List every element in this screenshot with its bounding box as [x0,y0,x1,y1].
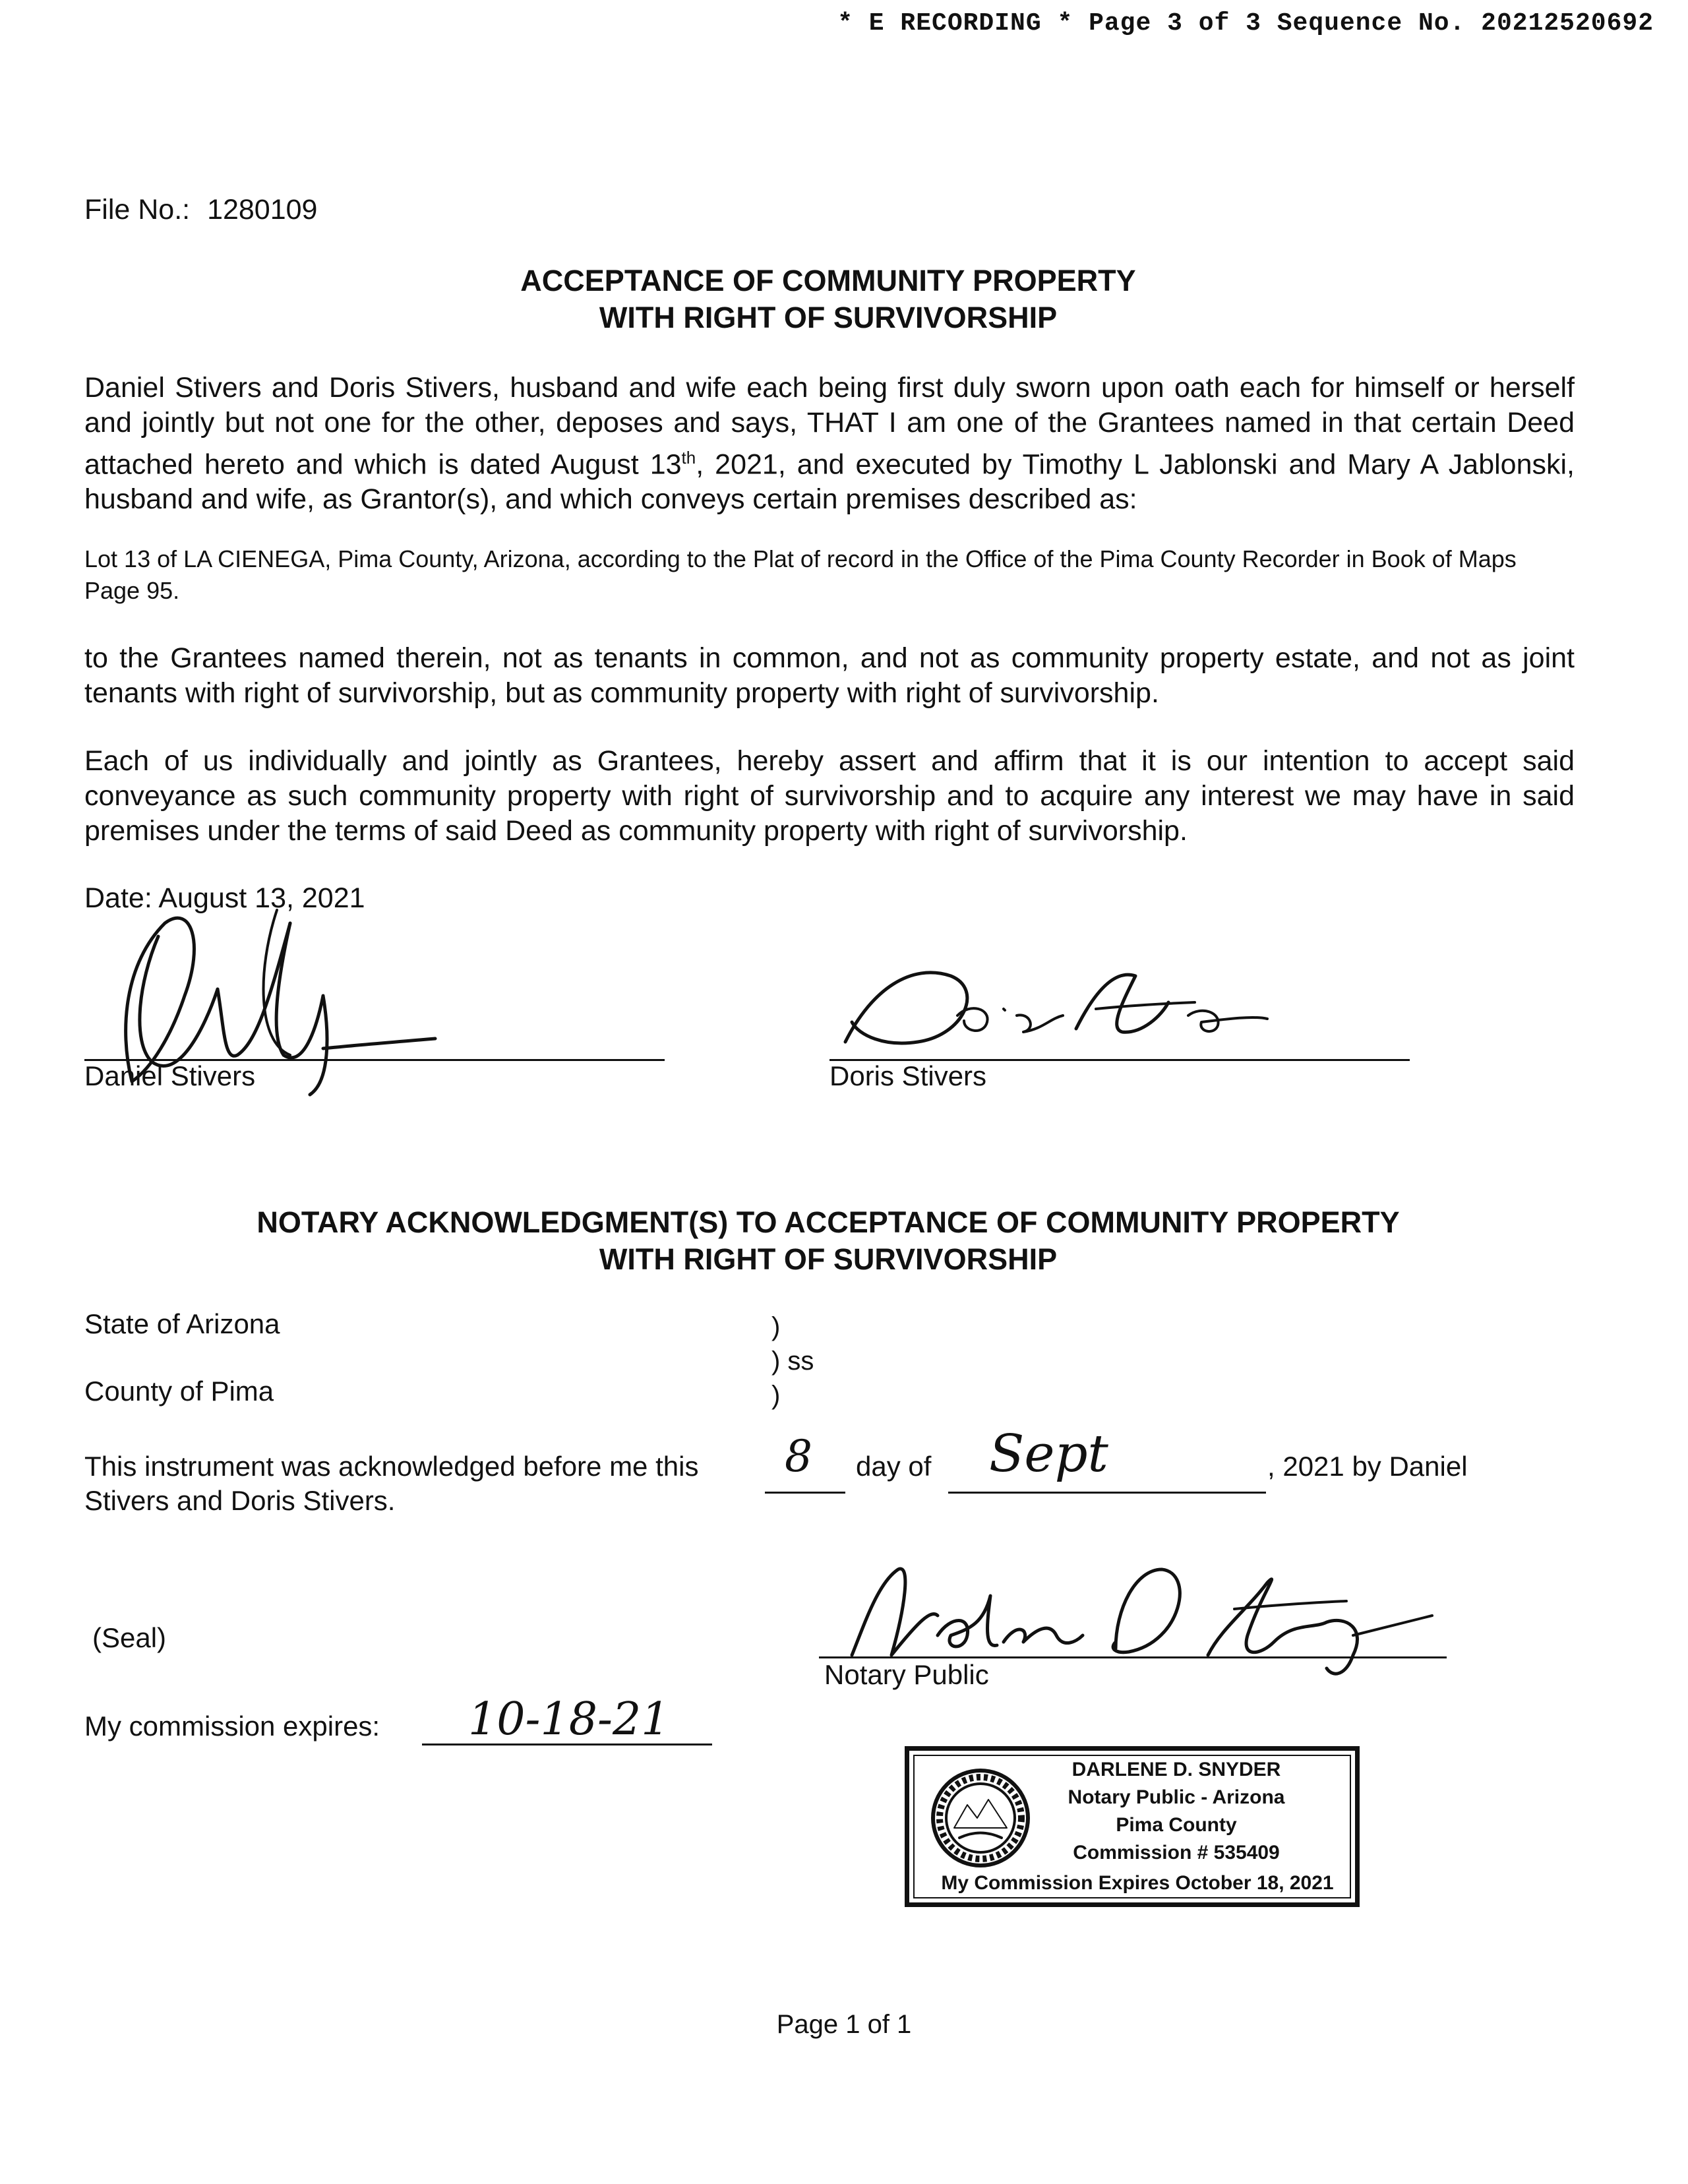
notary-title-line-2: WITH RIGHT OF SURVIVORSHIP [599,1242,1058,1276]
day-blank [765,1492,845,1494]
notary-public-label: Notary Public [824,1659,989,1690]
signer-name-doris: Doris Stivers [829,1060,987,1091]
venue-bracket [771,1310,814,1412]
commission-value: 10-18-21 [468,1693,670,1745]
grantees-paragraph: to the Grantees named therein, not as tenants in common, and not as community property estate, and not as joint tenants with right of survivorship, but as community property with right of survivorship. [84,642,1575,709]
acknowledgment-text-end: , 2021 by Daniel [1267,1451,1468,1482]
notary-title [0,1204,1656,1278]
venue-paren-bottom: ) [771,1381,781,1410]
notary-title-line-1: NOTARY ACKNOWLEDGMENT(S) TO ACCEPTANCE OF COMMUNITY PROPERTY [256,1205,1400,1239]
page-footer: Page 1 of 1 [776,2010,912,2039]
seal-label: (Seal) [92,1622,167,1653]
stamp-expiration: My Commission Expires October 18, 2021 [941,1872,1334,1894]
recording-header: * E RECORDING * Page 3 of 3 Sequence No. 20212520692 [837,9,1654,38]
notary-stamp [905,1746,1360,1907]
venue-paren-top: ) [771,1312,781,1341]
commission-label: My commission expires: [84,1711,380,1742]
file-number [84,194,317,226]
acknowledgment-text-start: This instrument was acknowledged before me this [84,1451,699,1482]
state-label: State of Arizona [84,1308,280,1339]
affidavit-text-end: , 2021, and executed by Timothy L Jablonski and Mary A Jablonski, husband and wife, as Grantor(s), and which conveys certain premises described as: [84,448,1575,516]
acknowledgment-signers: Stivers and Doris Stivers. [84,1485,396,1516]
county-label: County of Pima [84,1376,274,1407]
notary-stamp-text [1002,1756,1351,1867]
signer-name-daniel: Daniel Stivers [84,1060,256,1091]
document-title [0,262,1656,336]
document-title-line-1: ACCEPTANCE OF COMMUNITY PROPERTY [520,264,1136,297]
venue-ss: ) ss [771,1347,814,1376]
stamp-notary-title: Notary Public - Arizona [1068,1786,1285,1808]
affidavit-text-start: Daniel Stivers and Doris Stivers, husband and wife each being first duly sworn upon oath each for himself or herself and jointly but not one for the other, deposes and says, THAT I am one of the Grantees named in that certain Deed attached hereto and which is dated August 13 [84,372,1575,481]
stamp-notary-name: DARLENE D. SNYDER [1071,1759,1281,1780]
affidavit-paragraph [84,371,1575,517]
month-blank [948,1492,1266,1494]
day-value: 8 [785,1431,812,1482]
acknowledgment-day-of: day of [856,1451,932,1482]
doris-signature [832,950,1307,1055]
stamp-commission-number: Commission # 535409 [1073,1842,1280,1864]
stamp-county: Pima County [1116,1814,1237,1836]
document-title-line-2: WITH RIGHT OF SURVIVORSHIP [599,301,1058,334]
notary-signature-line [819,1656,1447,1658]
month-value: Sept [989,1424,1108,1484]
legal-description: Lot 13 of LA CIENEGA, Pima County, Arizona, according to the Plat of record in the Office of the Pima County Recorder in Book of Maps Page 95. [84,545,1517,604]
signature-date: Date: August 13, 2021 [84,882,365,914]
file-number-label: File No.: [84,194,191,226]
date-superscript: th [681,448,696,468]
file-number-value: 1280109 [207,194,318,226]
affirmation-paragraph: Each of us individually and jointly as Grantees, hereby assert and affirm that it is our intention to accept said conveyance as such community property with right of survivorship and to acquire any interest we may have in said premises under the terms of said Deed as community property with right of survivorship. [84,745,1575,847]
